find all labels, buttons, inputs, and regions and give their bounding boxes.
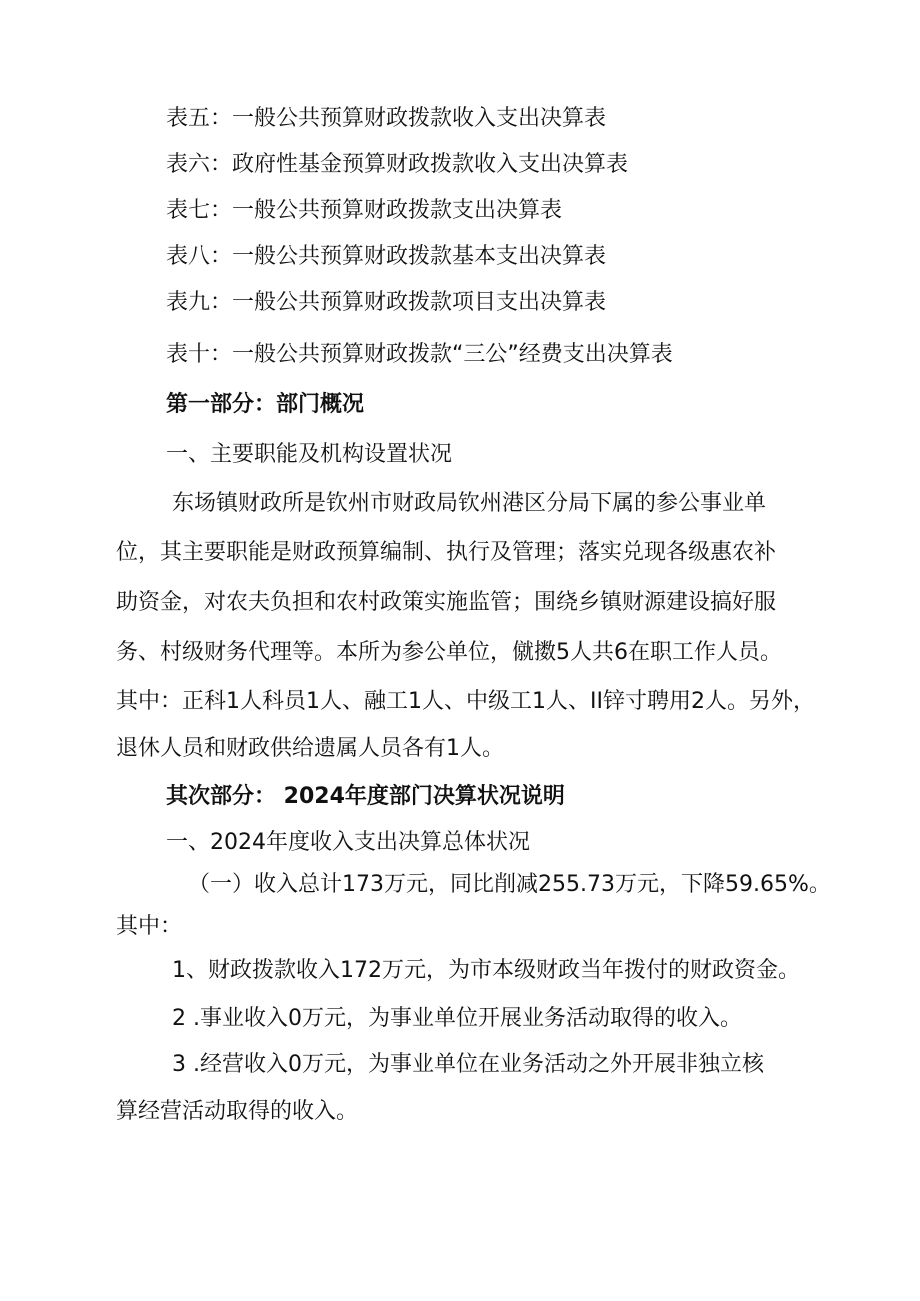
part1-paragraph-line-3: 助资金，对农夫负担和农村政策实施监管；围绕乡镇财源建设搞好服 (116, 590, 777, 615)
toc-item-9: 表九：一般公共预算财政拨款项目支出决算表 (166, 290, 607, 315)
part1-heading: 第一部分：部门概况 (166, 392, 365, 417)
toc-item-8: 表八：一般公共预算财政拨款基本支出决算表 (166, 244, 607, 269)
part1-paragraph-line-5: 其中：正科1人科员1人、融工1人、中级工1人、II锌寸聘用2人。另外， (116, 689, 815, 714)
part2-heading: 其次部分： 2024年度部门决算状况说明 (166, 784, 565, 809)
toc-item-5: 表五：一般公共预算财政拨款收入支出决算表 (166, 106, 607, 131)
part2-section1-title: 一、2024年度收入支出决算总体状况 (166, 830, 530, 855)
toc-item-6: 表六：政府性基金预算财政拨款收入支出决算表 (166, 152, 629, 177)
income-among-label: 其中： (116, 914, 183, 939)
toc-item-10: 表十：一般公共预算财政拨款“三公”经费支出决算表 (166, 342, 673, 367)
income-item-1: 1、财政拨款收入172万元，为市本级财政当年拨付的财政资金。 (172, 958, 800, 983)
part1-paragraph-line-6: 退休人员和财政供给遗属人员各有1人。 (116, 736, 504, 761)
toc-item-7: 表七：一般公共预算财政拨款支出决算表 (166, 198, 563, 223)
part1-paragraph-line-2: 位，其主要职能是财政预算编制、执行及管理；落实兑现各级惠农补 (116, 540, 777, 565)
part1-section1-title: 一、主要职能及机构设置状况 (166, 442, 453, 467)
part1-paragraph-line-4: 务、村级财务代理等。本所为参公单位，僦擞5人共6在职工作人员。 (116, 640, 782, 665)
income-item-3-line-2: 算经营活动取得的收入。 (116, 1099, 359, 1124)
income-total-line: （一）收入总计173万元，同比削减255.73万元，下降59.65%。 (188, 872, 831, 897)
income-item-3-line-1: 3 .经营收入0万元，为事业单位在业务活动之外开展非独立核 (172, 1052, 764, 1077)
income-item-2: 2 .事业收入0万元，为事业单位开展业务活动取得的收入。 (172, 1006, 742, 1031)
part1-paragraph-line-1: 东场镇财政所是钦州市财政局钦州港区分局下属的参公事业单 (172, 491, 767, 516)
